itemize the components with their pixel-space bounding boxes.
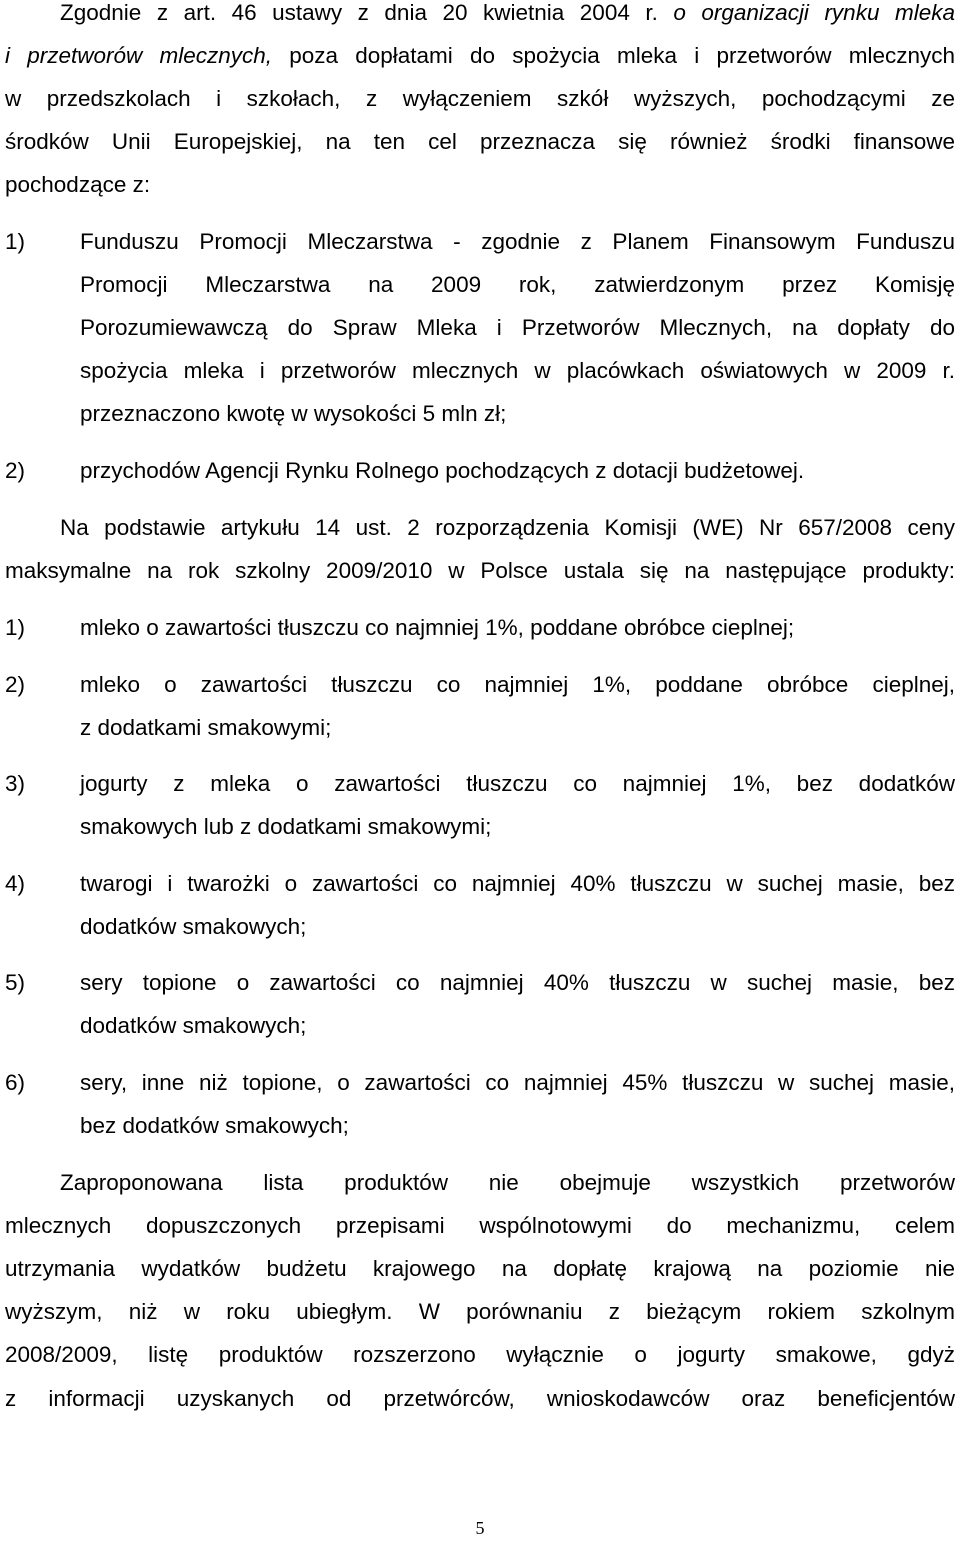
list-1-item-1-line-1: Funduszu Promocji Mleczarstwa - zgodnie z Planem Finansowym Funduszu <box>80 229 955 254</box>
paragraph-1-line-3: w przedszkolach i szkołach, z wyłączeniem szkół wyższych, pochodzącymi ze <box>5 86 955 111</box>
paragraph-1-line-4: środków Unii Europejskiej, na ten cel przeznacza się również środki finansowe <box>5 129 955 154</box>
paragraph-3-line-2: mlecznych dopuszczonych przepisami wspólnotowymi do mechanizmu, celem <box>5 1213 955 1238</box>
list-2-item-5-line-2: dodatków smakowych; <box>80 1013 307 1038</box>
list-1-item-1-line-5: przeznaczono kwotę w wysokości 5 mln zł; <box>80 401 507 426</box>
list-1-item-2-line-1: przychodów Agencji Rynku Rolnego pochodzących z dotacji budżetowej. <box>80 458 805 483</box>
page-number: 5 <box>475 1518 485 1538</box>
list-2-item-3-number: 3) <box>5 771 26 796</box>
paragraph-3-line-4: wyższym, niż w roku ubiegłym. W porównaniu z bieżącym rokiem szkolnym <box>5 1299 955 1324</box>
list-2-item-6-line-2: bez dodatków smakowych; <box>80 1113 349 1138</box>
list-2-item-1-number: 1) <box>5 615 26 640</box>
list-2-item-5-number: 5) <box>5 970 26 995</box>
list-2-item-3-line-2: smakowych lub z dodatkami smakowymi; <box>80 814 492 839</box>
list-2-item-2-line-2: z dodatkami smakowymi; <box>80 715 332 740</box>
paragraph-3-line-5: 2008/2009, listę produktów rozszerzono wyłącznie o jogurty smakowe, gdyż <box>5 1342 955 1367</box>
list-1-item-1-line-2: Promocji Mleczarstwa na 2009 rok, zatwierdzonym przez Komisję <box>80 272 955 297</box>
paragraph-2-line-1: Na podstawie artykułu 14 ust. 2 rozporządzenia Komisji (WE) Nr 657/2008 ceny <box>60 515 955 540</box>
paragraph-1-line-2 <box>5 43 955 69</box>
paragraph-3-line-3: utrzymania wydatków budżetu krajowego na dopłatę krajową na poziomie nie <box>5 1256 955 1281</box>
list-1-item-1-number: 1) <box>5 229 26 254</box>
list-1-item-2-number: 2) <box>5 458 26 483</box>
list-2-item-6-line-1: sery, inne niż topione, o zawartości co najmniej 45% tłuszczu w suchej masie, <box>80 1070 955 1095</box>
paragraph-1-line-2-italic: i przetworów mlecznych, <box>5 43 273 68</box>
list-2-item-1-line-1: mleko o zawartości tłuszczu co najmniej 1%, poddane obróbce cieplnej; <box>80 615 795 640</box>
paragraph-1-line-1-text: Zgodnie z art. 46 ustawy z dnia 20 kwietnia 2004 r. <box>60 0 674 25</box>
list-1-item-1-line-3: Porozumiewawczą do Spraw Mleka i Przetworów Mlecznych, na dopłaty do <box>80 315 955 340</box>
paragraph-2-line-2: maksymalne na rok szkolny 2009/2010 w Polsce ustala się na następujące produkty: <box>5 558 955 583</box>
list-2-item-2-line-1: mleko o zawartości tłuszczu co najmniej 1%, poddane obróbce cieplnej, <box>80 672 955 697</box>
list-2-item-3-line-1: jogurty z mleka o zawartości tłuszczu co najmniej 1%, bez dodatków <box>80 771 955 796</box>
list-2-item-4-line-2: dodatków smakowych; <box>80 914 307 939</box>
list-2-item-5-line-1: sery topione o zawartości co najmniej 40% tłuszczu w suchej masie, bez <box>80 970 955 995</box>
paragraph-1-line-1-italic: o organizacji rynku mleka <box>673 0 955 25</box>
list-2-item-4-line-1: twarogi i twarożki o zawartości co najmniej 40% tłuszczu w suchej masie, bez <box>80 871 955 896</box>
list-2-item-2-number: 2) <box>5 672 26 697</box>
paragraph-3-line-1: Zaproponowana lista produktów nie obejmuje wszystkich przetworów <box>60 1170 955 1195</box>
paragraph-1-line-2-text: poza dopłatami do spożycia mleka i przetworów mlecznych <box>272 43 956 68</box>
paragraph-1-line-1 <box>60 0 955 26</box>
paragraph-3-line-6: z informacji uzyskanych od przetwórców, wnioskodawców oraz beneficjentów <box>5 1386 955 1411</box>
list-2-item-4-number: 4) <box>5 871 26 896</box>
list-1-item-1-line-4: spożycia mleka i przetworów mlecznych w placówkach oświatowych w 2009 r. <box>80 358 955 383</box>
list-2-item-6-number: 6) <box>5 1070 26 1095</box>
paragraph-1-line-5: pochodzące z: <box>5 172 151 197</box>
